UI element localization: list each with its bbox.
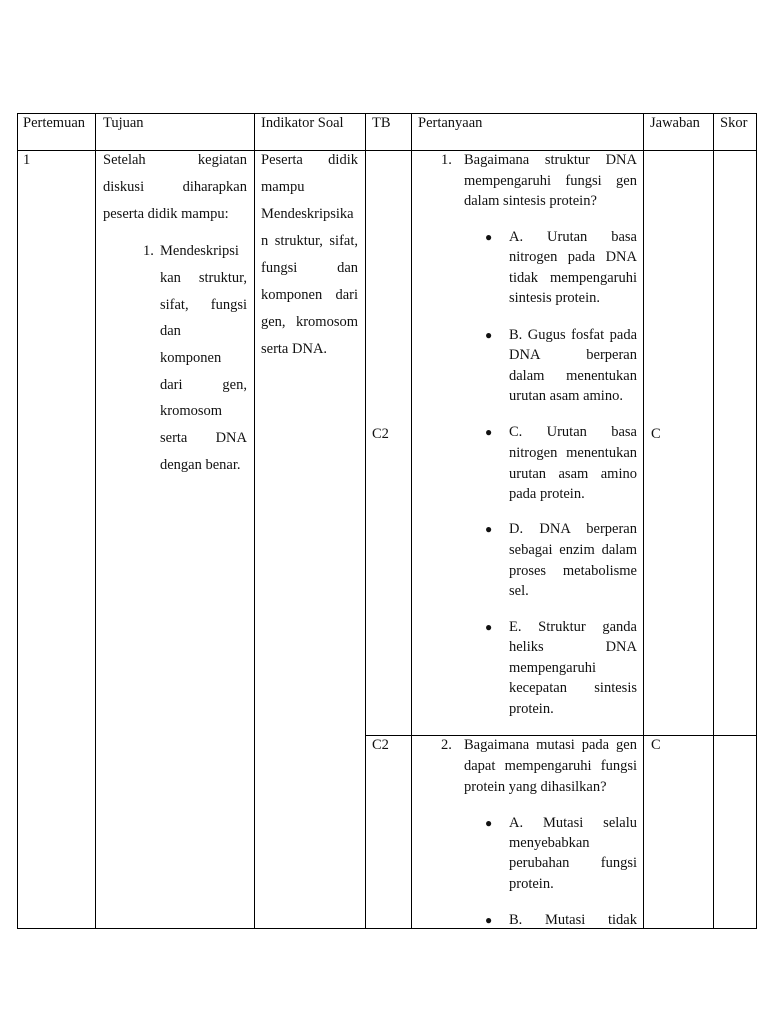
q2-jawaban: C bbox=[651, 737, 661, 753]
tujuan-item-line: Mendeskripsi bbox=[160, 243, 239, 259]
q2-number: 2. bbox=[441, 737, 452, 753]
indikator-line: serta DNA. bbox=[261, 341, 328, 357]
q1-question-line: Bagaimana struktur DNA bbox=[464, 152, 637, 168]
q1-number: 1. bbox=[441, 152, 452, 168]
header-pertemuan: Pertemuan bbox=[23, 115, 86, 131]
bullet-icon: ● bbox=[485, 620, 493, 634]
tujuan-item-line: dan bbox=[160, 323, 181, 339]
q2-question-line: Bagaimana mutasi pada gen bbox=[464, 737, 637, 753]
q1-option-line: E. Struktur ganda bbox=[509, 619, 637, 635]
q2-question-line: protein yang dihasilkan? bbox=[464, 779, 607, 795]
q1-option-line: kecepatan sintesis bbox=[509, 680, 637, 696]
col-line-0 bbox=[17, 113, 18, 929]
bullet-icon: ● bbox=[485, 328, 493, 342]
q1-option-line: urutan asam amino bbox=[509, 466, 637, 482]
q1-option-line: sebagai enzim dalam bbox=[509, 542, 637, 558]
tujuan-item-line: serta DNA bbox=[160, 430, 247, 446]
q1-option-line: proses metabolisme bbox=[509, 563, 637, 579]
q1-option-line: pada protein. bbox=[509, 486, 585, 502]
bullet-icon: ● bbox=[485, 816, 493, 830]
q1-option-line: urutan asam amino. bbox=[509, 388, 623, 404]
header-jawaban: Jawaban bbox=[650, 115, 700, 131]
col-line-3 bbox=[365, 113, 366, 929]
tujuan-item-line: dengan benar. bbox=[160, 457, 241, 473]
q1-option-line: DNA berperan bbox=[509, 347, 637, 363]
q1-option-line: tidak mempengaruhi bbox=[509, 270, 637, 286]
q2-option-line: protein. bbox=[509, 876, 554, 892]
col-line-4 bbox=[411, 113, 412, 929]
q2-tb: C2 bbox=[372, 737, 389, 753]
q1-option-line: nitrogen pada DNA bbox=[509, 249, 637, 265]
q1-option-line: protein. bbox=[509, 701, 554, 717]
q1-option-line: mempengaruhi bbox=[509, 660, 596, 676]
q1-option-line: B. Gugus fosfat pada bbox=[509, 327, 637, 343]
q1-tb: C2 bbox=[372, 426, 389, 442]
q2-option-line: perubahan fungsi bbox=[509, 855, 637, 871]
header-skor: Skor bbox=[720, 115, 748, 131]
tujuan-item-line: komponen bbox=[160, 350, 222, 366]
q1-option-line: dalam menentukan bbox=[509, 368, 637, 384]
indikator-line: fungsi dan bbox=[261, 260, 358, 276]
q2-option-line: menyebabkan bbox=[509, 835, 590, 851]
header-tb: TB bbox=[372, 115, 391, 131]
q1-option-line: heliks DNA bbox=[509, 639, 637, 655]
q1-option-line: sel. bbox=[509, 583, 529, 599]
indikator-line: mampu bbox=[261, 179, 305, 195]
header-pertanyaan: Pertanyaan bbox=[418, 115, 483, 131]
table-border-bottom bbox=[17, 928, 757, 929]
q2-option-line: B. Mutasi tidak bbox=[509, 912, 637, 928]
col-line-6 bbox=[713, 113, 714, 929]
indikator-line: komponen dari bbox=[261, 287, 358, 303]
tujuan-item-line: kromosom bbox=[160, 403, 223, 419]
tujuan-item-line: sifat, fungsi bbox=[160, 297, 247, 313]
header-indikator: Indikator Soal bbox=[261, 115, 344, 131]
tujuan-item-number: 1. bbox=[143, 243, 154, 259]
q1-jawaban: C bbox=[651, 426, 661, 442]
bullet-icon: ● bbox=[485, 913, 493, 927]
indikator-line: gen, kromosom bbox=[261, 314, 358, 330]
bullet-icon: ● bbox=[485, 522, 493, 536]
tujuan-item-line: kan struktur, bbox=[160, 270, 247, 286]
col-line-1 bbox=[95, 113, 96, 929]
bullet-icon: ● bbox=[485, 230, 493, 244]
indikator-line: Peserta didik bbox=[261, 152, 358, 168]
q1-option-line: nitrogen menentukan bbox=[509, 445, 637, 461]
q2-option-line: A. Mutasi selalu bbox=[509, 815, 637, 831]
q1-option-line: C. Urutan basa bbox=[509, 424, 637, 440]
col-line-5 bbox=[643, 113, 644, 929]
q1-option-line: sintesis protein. bbox=[509, 290, 601, 306]
indikator-line: n struktur, sifat, bbox=[261, 233, 358, 249]
q1-question-line: mempengaruhi fungsi gen bbox=[464, 173, 637, 189]
indikator-line: Mendeskripsika bbox=[261, 206, 354, 222]
q1-option-line: A. Urutan basa bbox=[509, 229, 637, 245]
tujuan-intro-line: Setelah kegiatan bbox=[103, 152, 247, 168]
header-tujuan: Tujuan bbox=[103, 115, 144, 131]
tujuan-item-line: dari gen, bbox=[160, 377, 247, 393]
q1-option-line: D. DNA berperan bbox=[509, 521, 637, 537]
q2-question-line: dapat mempengaruhi fungsi bbox=[464, 758, 637, 774]
col-line-2 bbox=[254, 113, 255, 929]
tujuan-intro-line: diskusi diharapkan bbox=[103, 179, 247, 195]
tujuan-intro-line: peserta didik mampu: bbox=[103, 206, 229, 222]
pertemuan-value: 1 bbox=[23, 152, 31, 168]
bullet-icon: ● bbox=[485, 425, 493, 439]
q1-question-line: dalam sintesis protein? bbox=[464, 193, 597, 209]
col-line-7 bbox=[756, 113, 757, 929]
